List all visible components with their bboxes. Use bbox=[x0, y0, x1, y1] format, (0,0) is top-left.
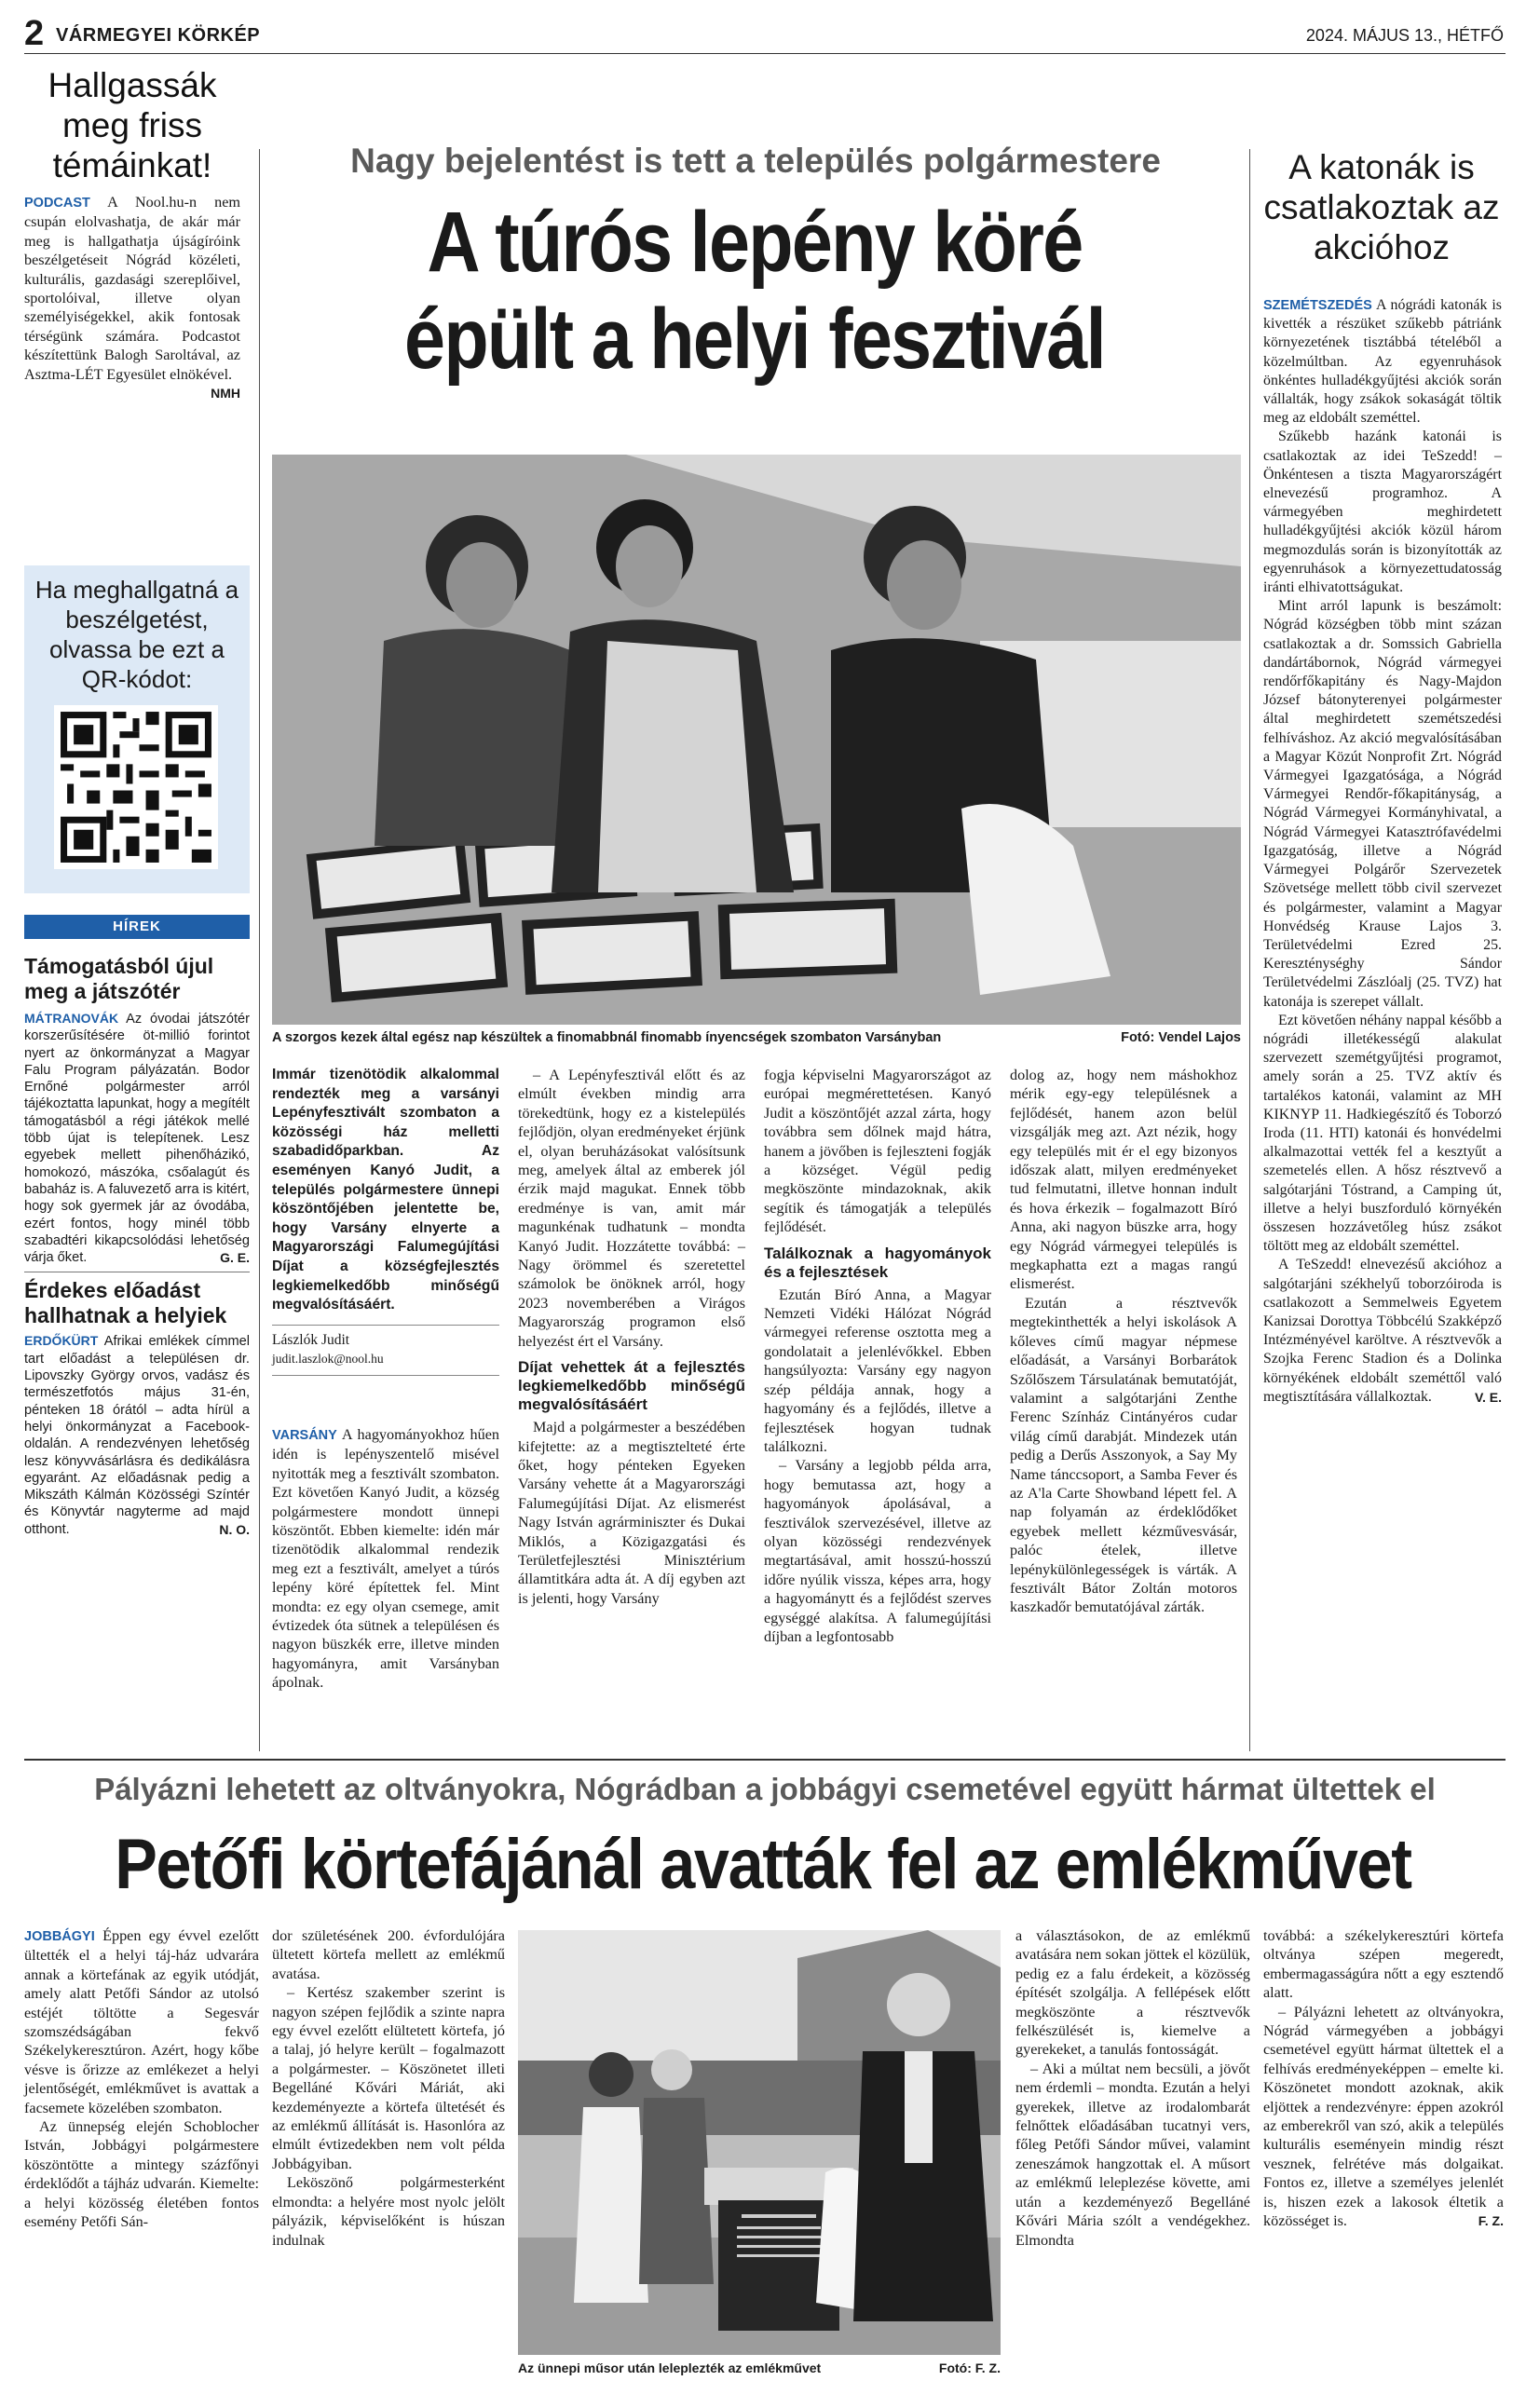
soldiers-title: A katonák is csatlakoztak az akcióhoz bbox=[1263, 148, 1500, 266]
qr-prompt: Ha meghallgatná a beszélgetést, olvassa be ezt a QR-kódot: bbox=[34, 576, 239, 693]
paragraph: Mint arról lapunk is beszámolt: Nógrád községben több mint százan csatlakoztak a dr. Somssich Gabriella dandártábornok, Nógrád vármegyei rendőrfőkapitány és Nagy-Majdon József bátonyterenyei polgármester által meghirdetett szemétszedési felhíváshoz. Az akció megvalósításában a Magyar Közút Nonprofit Zrt. Nógrád Vármegyei Igazgatósága, a Nógrád Vármegyei Rendőr-főkapitányság, a Nógrád Vármegyei Kormányhivatal, a Nógrád Vármegyei Katasztrófavédelmi Igazgatóság, illetve a Nógrád Vármegyei Polgárőr Szervezetek Szövetsége mellett több civil szervezet és polgármester, valamint a Magyar Honvédség Krause Lajos 3. Területvédelmi Ezred 25. Kereszténységhy Sándor Területvédelmi Zászlóalj (25. TVZ) hat katonája is szerepet vállalt. bbox=[1263, 598, 1502, 1010]
article-column bbox=[1263, 1926, 1504, 2231]
main-headline bbox=[332, 194, 1178, 388]
page-number: 2 bbox=[24, 14, 45, 53]
paragraph: A TeSzedd! elnevezésű akcióhoz a salgótarjáni székhelyű toborzóiroda is csatlakozott a Semmelweis Egyetem Kanizsai Dorottya Többcélú Szakképző Intézményével karöltve. A résztvevők a Szojka Ferenc Stadion és a Dolinka környékének eldobált szeméttől való megtisztítására vállalkoztak. bbox=[1263, 1257, 1502, 1405]
photo-caption-text: Az ünnepi műsor után leleplezték az emlékművet bbox=[518, 2360, 822, 2375]
paragraph: – Pályázni lehetett az oltványokra, Nógrád vármegyében a jobbágyi csemetével együtt hármat ültettek el a felhívás eredményeképpen – emelte ki. Köszönetet mondott azoknak, akik eljöttek a rendezvényre: éppen azokról az emberekről van szó, akik a település kulturális eseményein mindig részt vesznek, felrétéve más dolgaikat. Fontos ez, illetve a személyes jelenlét is, hiszen ezek a lakosok éltetik a közösséget is. bbox=[1263, 2003, 1504, 2230]
news-item-signature: N. O. bbox=[219, 1521, 250, 1537]
paragraph: fogja képviselni Magyarországot az európai megmérettetésen. Kanyó Judit a köszöntőjét azzal zárta, hogy továbbra sem dőlnek majd hátra, hanem a jövőben is fejleszteni fogják a községet. Végül pedig megköszönte mindazoknak, akik segítik és támogatják a település fejlődését. bbox=[764, 1067, 991, 1236]
article-column bbox=[1015, 1926, 1250, 2250]
paragraph: dor születésének 200. évfordulójára ültetett körtefa mellett az emlékmű avatása. bbox=[272, 1927, 505, 1982]
paragraph: Szűkebb hazánk katonái is csatlakoztak az idei TeSzedd! – Önkéntesen a tiszta Magyarországért elnevezésű programhoz. A vármegyében meghirdetett hulladékgyűjtési akciók közül három megmozdulás során is bizonyították az egyenruhások a környezettudatosság iránti elhivatottságukat. bbox=[1263, 429, 1502, 596]
column-rule bbox=[1249, 149, 1250, 1751]
main-kicker: Nagy bejelentést is tett a település polgármestere bbox=[350, 142, 1161, 180]
memorial-photo bbox=[518, 1930, 1001, 2355]
podcast-signature: NMH bbox=[211, 386, 240, 401]
news-label: HÍREK bbox=[24, 915, 250, 939]
photo-credit: Fotó: Vendel Lajos bbox=[1121, 1030, 1241, 1045]
article-column bbox=[518, 1066, 745, 1608]
author-email: judit.laszlok@nool.hu bbox=[272, 1352, 384, 1367]
festival-photo bbox=[272, 455, 1241, 1025]
subheading: Díjat vehettek át a fejlesztés legkiemelkedőbb minőségű megvalósításáért bbox=[518, 1358, 745, 1414]
photo-caption bbox=[272, 1030, 1241, 1045]
lead-text: Immár tizenötödik alkalommal rendezték meg a varsányi Lepényfesztivált szombaton a közösségi ház melletti szabadidőparkban. Az eseményen Kanyó Judit, a település polgármestere ünnepi köszöntőjében jelentette be, hogy Varsány elnyerte a Magyarországi Falumegújítási Díjat a községfejlesztés legkiemelkedőbb minőségű megvalósításáért. bbox=[272, 1067, 499, 1313]
news-item-text: Az óvodai játszótér korszerűsítésére öt-millió forintot nyert az önkormányzat a Magyar Falu Program pályázatán. Bodor Ernőné polgármester arról tájékoztatta lapunkat, hogy a megítélt támogatásból a régi játékok mellé több újat is telepítenek. Lesz egyebek mellett pihenőházikó, homokozó, mászóka, csőalagút és babaház is. A faluvezető arra is kitért, hogy sok gyermek jár az óvodába, ezért fontos, hogy minél több szabadtéri kikapcsolódási lehetőség várja őket. bbox=[24, 1012, 250, 1266]
photo-caption bbox=[518, 2360, 1001, 2375]
subheading: Találkoznak a hagyományok és a fejlesztések bbox=[764, 1244, 991, 1281]
place-kicker: VARSÁNY bbox=[272, 1428, 337, 1443]
photo-caption-text: A szorgos kezek által egész nap készültek a finomabbnál finomabb ínyencségek szombaton Varsányban bbox=[272, 1030, 942, 1045]
section-divider bbox=[24, 1759, 1506, 1761]
article-column bbox=[272, 1425, 499, 1693]
news-item-signature: G. E. bbox=[220, 1250, 250, 1266]
place-kicker: JOBBÁGYI bbox=[24, 1929, 95, 1944]
paragraph: Éppen egy évvel ezelőtt ültették el a helyi táj-ház udvarára annak a körtefának az egyik utódját, amely alatt Petőfi Sándor az utolsó estéjét töltötte a Segesvár szomszédságában fekvő Székelykeresztúron. Azért, hogy kőbe vésve is őrizze az emlékezet a helyi jelentőségét, emlékművet is avattak a facsemete közelében szombaton. bbox=[24, 1927, 260, 2116]
podcast-title: Hallgassák meg friss témáinkat! bbox=[48, 66, 217, 184]
news-column bbox=[24, 915, 250, 1538]
petofi-kicker: Pályázni lehetett az oltványokra, Nógrádban a jobbágyi csemetével együtt hármat ültettek el bbox=[94, 1772, 1436, 1806]
podcast-body bbox=[24, 193, 240, 401]
paragraph: A hagyományokhoz hűen idén is lepényszentelő misével nyitották meg a fesztivált szombaton. Ezt követően Kanyó Judit, a község polgármestere mondott ünnepi köszöntőt. Ebben kiemelte: idén már tizenötödik alkalommal rendezik meg ezt a fesztivált, amelyet a túrós lepény köré építettek fel. Mint mondta: ez egy olyan csemege, amit évtizedek óta sütnek a településen és nagyon büszkék erre, illetve minden hagyományra, amit Varsányban ápolnak. bbox=[272, 1426, 499, 1692]
page-header bbox=[24, 13, 1506, 54]
paragraph: Ezután a résztvevők megtekinthették a helyi iskolások A kőleves című magyar népmese előadását, a Varsányi Borbarátok Szőlőszem Társulatának bemutatóját, valamint a salgótarjáni Zenthe Ferenc Színház Cintányéros cudar világ című darabját. Mindezek után pedig a Derűs Asszonyok, a Say My Name tánccsoport, a Samba Fever és az A'la Carte Showband lépett fel. A nap folyamán az érdeklődőket egyebek mellett kézművesvásár, palóc ételek, illetve lepénykülönlegességek is várták. A fesztivált Bátor Zoltán motoros kaszkadőr bemutatójával zárták. bbox=[1010, 1294, 1237, 1616]
news-item-title: Érdekes előadást hallhatnak a helyiek bbox=[24, 1278, 227, 1328]
photo-credit: Fotó: F. Z. bbox=[938, 2360, 1001, 2375]
news-item-kicker: MÁTRANOVÁK bbox=[24, 1011, 119, 1026]
paragraph: – Kertész szakember szerint is nagyon szépen fejlődik a szinte napra egy évvel ezelőtt elültetett körtefa, jó a talaj, jó helyre került – fogalmazott a polgármester. – Köszönetet illeti Begelláné Kővári Máriát, aki kezdeményezte a körtefa ültetését és az emlékmű állítását is. Hasonlóra az elmúlt évtizedekben nem volt példa Jobbágyiban. bbox=[272, 1984, 505, 2172]
news-item-body bbox=[24, 1010, 250, 1266]
news-item-title: Támogatásból újul meg a játszótér bbox=[24, 954, 214, 1003]
podcast-kicker: PODCAST bbox=[24, 196, 90, 211]
paragraph: Leköszönő polgármesterként elmondta: a helyére most nyolc jelölt pályázik, képviselőként is húszan indulnak bbox=[272, 2174, 505, 2249]
news-item-body bbox=[24, 1332, 250, 1538]
soldiers-signature: V. E. bbox=[1474, 1389, 1502, 1405]
news-item-text: Afrikai emlékek címmel tart előadást a településen dr. Lipovszky György orvos, vadász és természetfotós május 31-én, pénteken 18 órától – adta hírül a helyi önkormányzat a Facebook-oldalán. A rendezvényen lehetőség lesz könyvvásárlásra és dedikálásra egyaránt. Az előadásnak pedig a Mikszáth Kálmán Közösségi Színtér és Könyvtár nagyterme ad majd otthont. bbox=[24, 1334, 250, 1537]
author-divider bbox=[272, 1375, 499, 1376]
paragraph: Ezután Bíró Anna, a Magyar Nemzeti Vidéki Hálózat Nógrád vármegyei referense osztotta meg a gondolatait a jelenlévőkkel. Ebben hangsúlyozta: Varsány egy nagyon szép példája annak, hogy a hagyomány és a fejlődés, illetve a fejlesztések hogyan tudnak találkozni. bbox=[764, 1286, 991, 1455]
paragraph: Az ünnepség elején Schoblocher István, Jobbágyi polgármestere köszöntötte a mintegy százfőnyi érdeklődőt a tájház udvarán. Kiemelte: a helyi közösség életében fontos esemény Petőfi Sán- bbox=[24, 2118, 259, 2231]
paragraph: dolog az, hogy nem máshokhoz mérik egy-egy településnek a fejlődését, hanem azon belül vizsgálják meg azt. Azt nézik, hogy egy település mit ér el egy bizonyos időszak alatt, milyen eredményeket tud felmutatni, illetve honnan indult és hova érkezik – fogalmazott Bíró Anna, aki nagyon büszke arra, hogy egy Nógrád vármegyei település is megkaphatta ezt a magas rangú elismerést. bbox=[1010, 1067, 1237, 1293]
article-lead bbox=[272, 1066, 499, 1378]
paragraph: A nógrádi katonák is kivették a részüket szűkebb pátriánk környezetének tisztábbá tételéből a közelmúltban. Az egyenruhások önkéntes hulladékgyűjtési akciók során vállalták, hogy zsákok sokaságát töltik meg az eldobált szeméttel. bbox=[1263, 297, 1502, 427]
paragraph: továbbá: a székelykeresztúri körtefa oltványa szépen megeredt, embermagasságúra nőtt a egy esztendő alatt. bbox=[1263, 1927, 1504, 2002]
paragraph: – A Lepényfesztivál előtt és az elmúlt években mindig arra törekedtünk, hogy ez a kistelepülés fejlődjön, olyan eredményeket érjünk el, olyan beruházásokat valósítsunk meg, amelyek által az emberek jól érzik majd magukat. Ennek több eredménye is van, amit már magunkénak tudhatunk – mondta Kanyó Judit. Hozzátette továbbá: – Nagy örömmel és szeretettel számolok be önöknek arról, hogy 2023 novemberében a Virágos Magyarország programon első helyezést ért el Varsány. bbox=[518, 1067, 745, 1350]
paragraph: a választásokon, de az emlékmű avatására nem sokan jöttek el közülük, pedig ez a falu érdekeit, a közösség építését szolgálja. A fellépések előtt megköszönte a résztvevők felkészülését is, kiemelve a gyerekeket, a tanulás fontosságát. bbox=[1015, 1927, 1250, 2059]
column-rule bbox=[259, 149, 260, 1751]
podcast-box bbox=[24, 65, 240, 402]
petofi-headline: Petőfi körtefájánál avatták fel az emlékművet bbox=[115, 1825, 1411, 1904]
paragraph: Majd a polgármester a beszédében kifejtette: az a megtisztelteté érte őket, hogy pénteken Egyeken Varsány vehette át a Magyarországi Falumegújítási Díjat. Az elismerést Nagy István agrárminiszter és Dukai Miklós, a Közigazgatási és Területfejlesztési Minisztérium államtitkára adta át. A díj egyben azt is jelenti, hogy Varsány bbox=[518, 1419, 745, 1607]
petofi-signature: F. Z. bbox=[1478, 2213, 1504, 2229]
paragraph: – Varsány a legjobb példa arra, hogy bemutassa azt, hogy a hagyományok ápolásával, a fesztiválok szervezésével, illetve az olyan közösségi rendezvények megtartásával, amit hosszú-hosszú időre nyúlik vissza, képes arra, hogy a hagyománytt és a fejlődést szerves egységgé alakítsa. A falumegújítási díjban a legfontosabb bbox=[764, 1457, 991, 1645]
qr-code-icon[interactable] bbox=[54, 705, 218, 869]
article-column bbox=[764, 1066, 991, 1646]
main-headline-line: épült a helyi fesztivál bbox=[404, 292, 1105, 387]
podcast-text: A Nool.hu-n nem csupán elolvashatja, de akár már meg is hallgathatja újságíróink beszélgetéseit Nógrád közéleti, kulturális, gazdasági szereplőivel, sportolóival, illetve olyan személyiségekkel, akik fontosak térségünk számára. Podcastot készítettünk Balogh Saroltával, az Asztma-LÉT Egyesület elnökével. bbox=[24, 194, 240, 383]
author-divider bbox=[272, 1325, 499, 1326]
news-item-kicker: ERDŐKÜRT bbox=[24, 1333, 99, 1349]
paragraph: Ezt követően néhány nappal később a nógrádi illetékességű alakulat szervezett szemétgyűjtési programot, amely során a 25. TVZ aktív és tartalékos katonái, valamint az MH KIKNYP 11. Hadkiegészítő és Toborzó Iroda (11. HTI) katonái és honvédelmi alkalmazottai vették fel a kesztyűt a szemetelés ellen. A hősz résztvevő a salgótarjáni Tóstrand, a Camping út, illetve a helyi buszforduló környékén összesen hozzávetőleg húsz zsákot töltött meg az eldobált szeméttel. bbox=[1263, 1012, 1502, 1255]
paragraph: – Aki a múltat nem becsüli, a jövőt nem érdemli – mondta. Ezután a helyi gyerekek, illetve az irodalombarát felnőttek előadásában tucatnyi vers, főleg Petőfi Sándor művei, valamint zeneszámok hangzottak el. A műsort az emlékmű leleplezése követte, ami után a kezdeményező Begelláné Kővári Mária szólt a vendégekhez. Elmondta bbox=[1015, 2060, 1250, 2249]
article-column bbox=[272, 1926, 505, 2250]
article-column bbox=[1010, 1066, 1237, 1617]
main-headline-line: A túrós lepény köré bbox=[427, 195, 1083, 290]
soldiers-body bbox=[1263, 296, 1502, 1407]
author-name: Lászlók Judit bbox=[272, 1331, 350, 1348]
soldiers-kicker: SZEMÉTSZEDÉS bbox=[1263, 298, 1372, 313]
issue-date: 2024. MÁJUS 13., HÉTFŐ bbox=[1305, 26, 1504, 45]
qr-panel bbox=[24, 565, 250, 893]
section-title: VÁRMEGYEI KÖRKÉP bbox=[56, 25, 261, 46]
article-column bbox=[24, 1926, 259, 2232]
